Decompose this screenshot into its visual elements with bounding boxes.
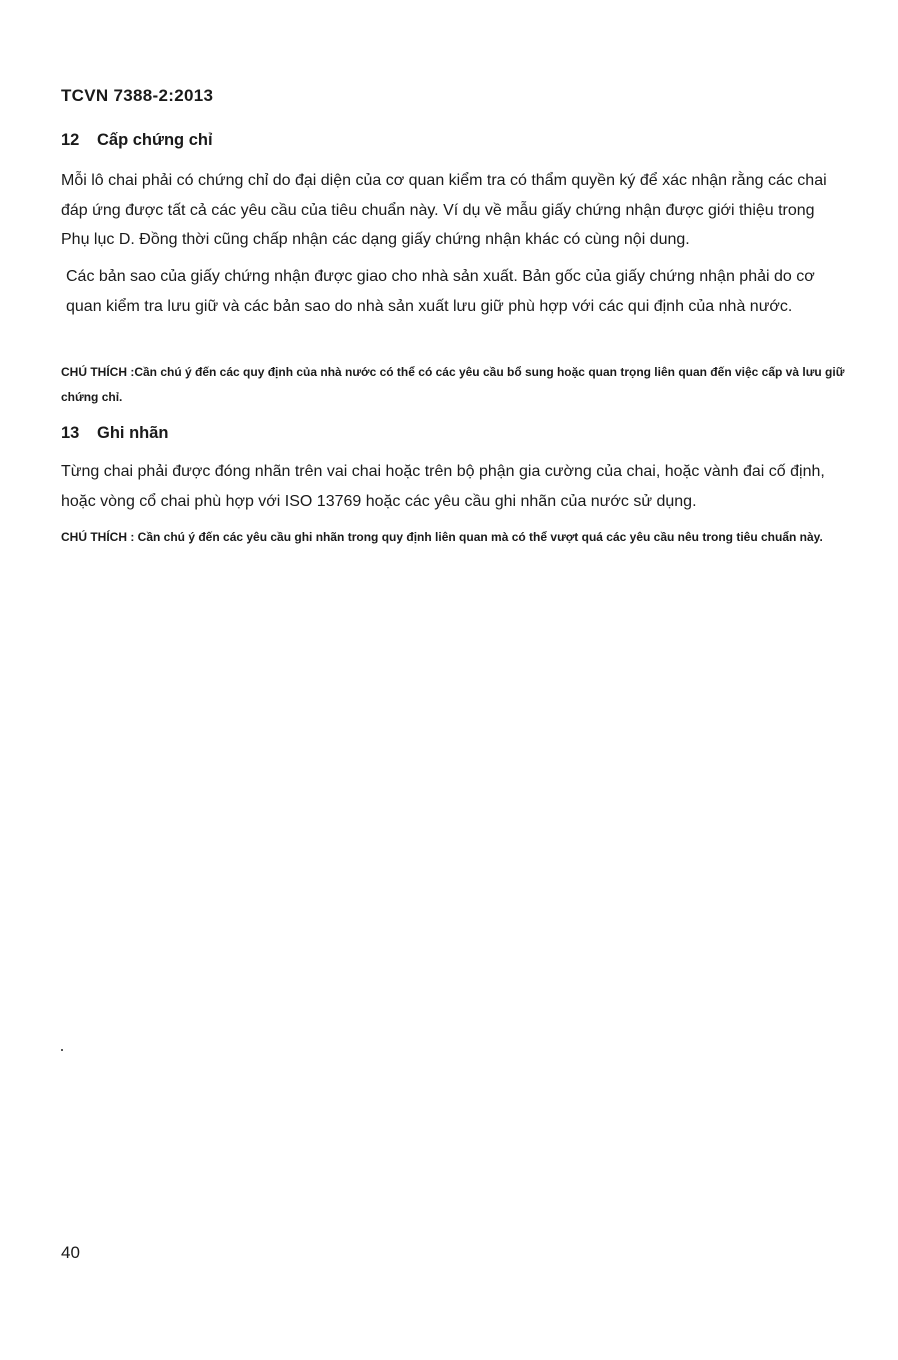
- section-12-heading: [61, 131, 213, 150]
- section-number: 13: [61, 424, 80, 442]
- section-title: Cấp chứng chỉ: [97, 131, 213, 149]
- section-12-paragraph-2: Các bản sao của giấy chứng nhận được giao cho nhà sản xuất. Bản gốc của giấy chứng nhận phải do cơ quan kiểm tra lưu giữ và các bản sao do nhà sản xuất lưu giữ phù hợp với các qui định của nhà nước.: [66, 268, 815, 315]
- section-12-paragraph-1: Mỗi lô chai phải có chứng chỉ do đại diện của cơ quan kiểm tra có thẩm quyền ký để xác nhận rằng các chai đáp ứng được tất cả các yêu cầu của tiêu chuẩn này. Ví dụ về mẫu giấy chứng nhận được giới thiệu trong Phụ lục D. Đồng thời cũng chấp nhận các dạng giấy chứng nhận khác có cùng nội dung.: [61, 172, 827, 248]
- section-13-paragraph-1: Từng chai phải được đóng nhãn trên vai chai hoặc trên bộ phận gia cường của chai, hoặc vành đai cố định, hoặc vòng cổ chai phù hợp với ISO 13769 hoặc các yêu cầu ghi nhãn của nước sử dụng.: [61, 463, 825, 510]
- section-13-heading: [61, 424, 169, 443]
- page-number: 40: [61, 1243, 80, 1262]
- document-code: TCVN 7388-2:2013: [61, 86, 214, 105]
- section-12-note: [61, 360, 851, 410]
- note-text: Cần chú ý đến các yêu cầu ghi nhãn trong quy định liên quan mà có thể vượt quá các yêu cầu nêu trong tiêu chuẩn này.: [137, 530, 823, 544]
- note-label: CHÚ THÍCH :: [61, 365, 135, 379]
- note-text: Cần chú ý đến các quy định của nhà nước có thể có các yêu cầu bổ sung hoặc quan trọng liên quan đến việc cấp và lưu giữ chứng chỉ.: [61, 365, 845, 404]
- scan-speck: [61, 1049, 63, 1051]
- section-title: Ghi nhãn: [97, 424, 169, 442]
- section-13-note: [61, 525, 851, 550]
- section-number: 12: [61, 131, 80, 149]
- note-label: CHÚ THÍCH :: [61, 530, 138, 544]
